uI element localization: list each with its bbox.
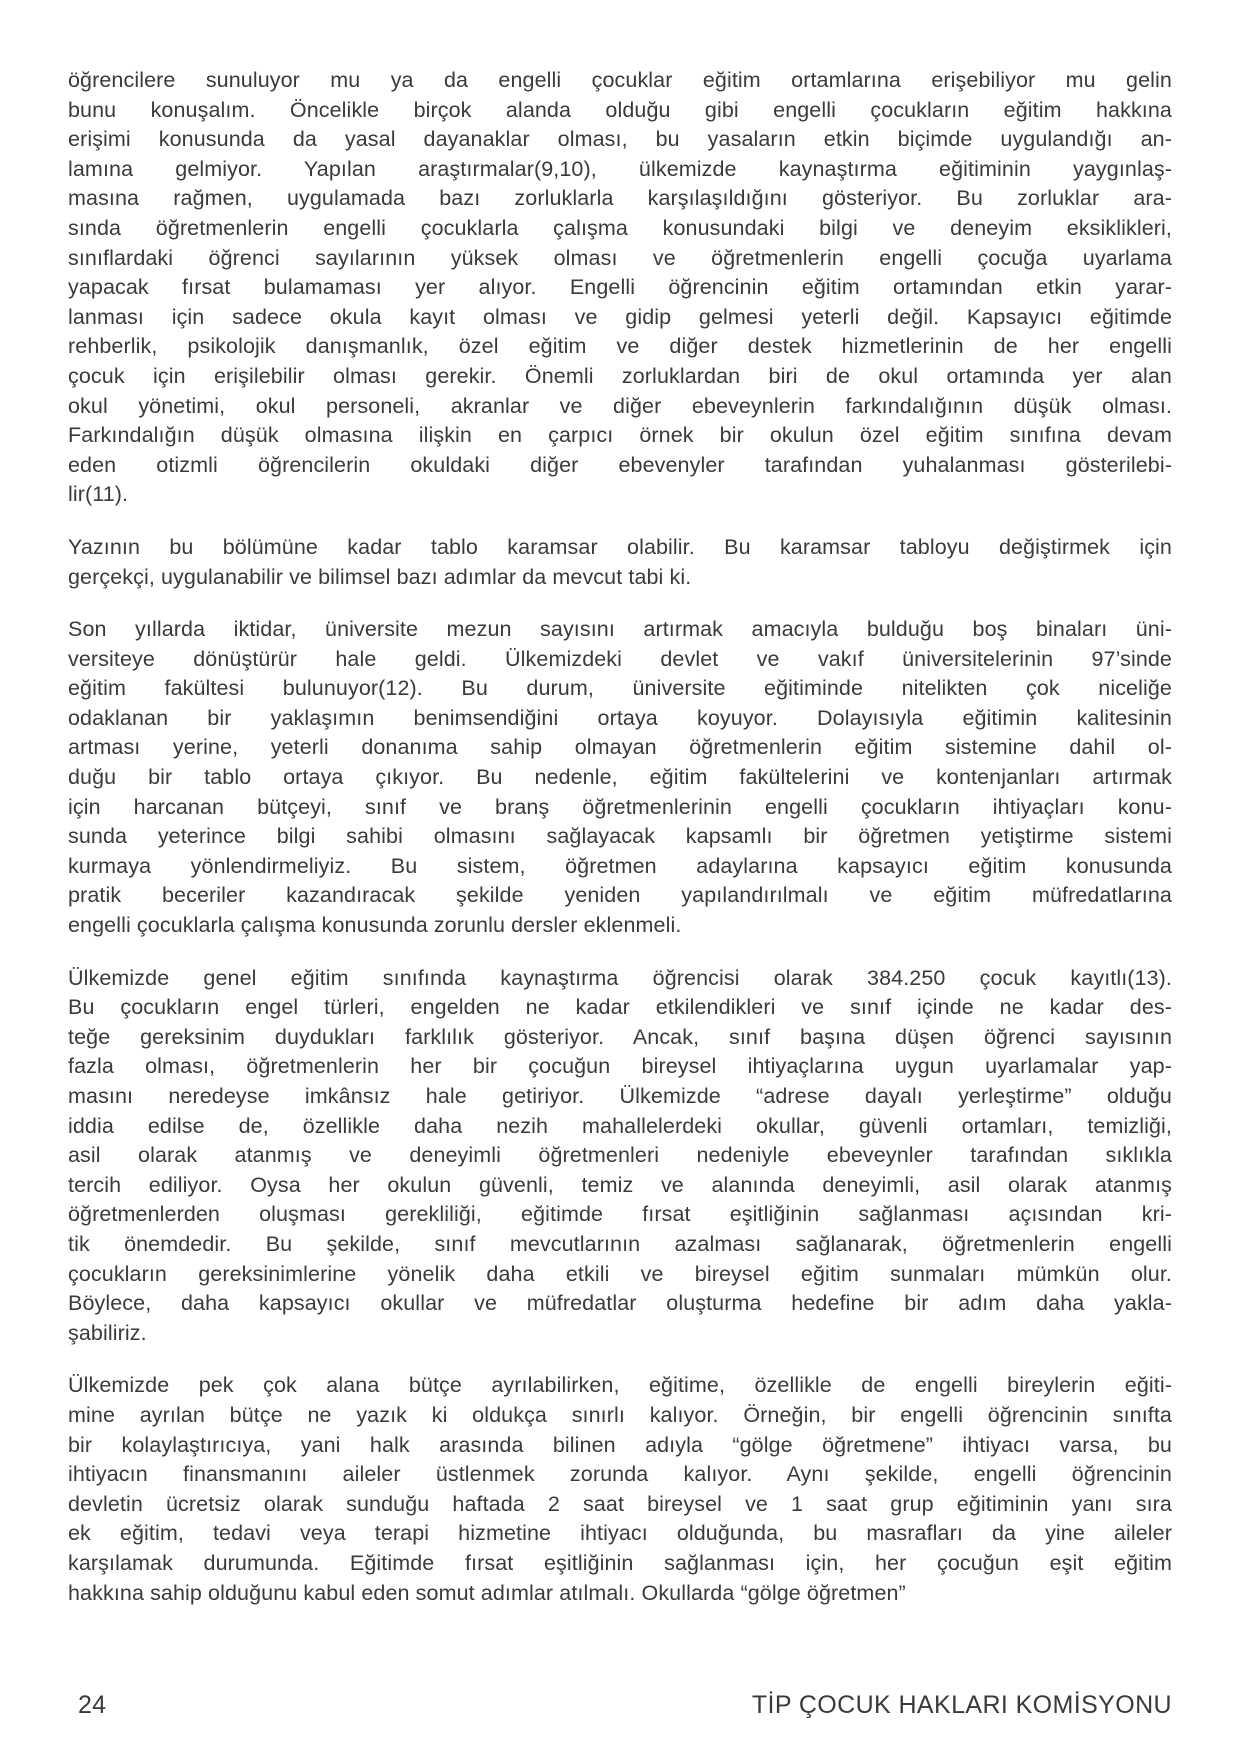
text-line: öğrencilere sunuluyor mu ya da engelli çocuklar eğitim ortamlarına erişebiliyor mu gelin bbox=[68, 68, 1172, 92]
text-line: hakkına sahip olduğunu kabul eden somut adımlar atılmalı. Okullarda “gölge öğretmen” bbox=[68, 1580, 906, 1605]
text-line: rehberlik, psikolojik danışmanlık, özel eğitim ve diğer destek hizmetlerinin de her engelli bbox=[68, 334, 1172, 359]
text-line: bir kolaylaştırıcıya, yani halk arasında bilinen adıyla “gölge öğretmene” ihtiyacı varsa, bu bbox=[68, 1432, 1172, 1457]
text-line: mine ayrılan bütçe ne yazık ki oldukça sınırlı kalıyor. Örneğin, bir engelli öğrencinin sınıfta bbox=[68, 1402, 1172, 1427]
body-text bbox=[68, 66, 1172, 1608]
text-line: kurmaya yönlendirmeliyiz. Bu sistem, öğretmen adaylarına kapsayıcı eğitim konusunda bbox=[68, 853, 1172, 878]
text-line: eğitim fakültesi bulunuyor(12). Bu durum, üniversite eğitiminde nitelikten çok niceliğe bbox=[68, 676, 1172, 701]
text-line: sunda yeterince bilgi sahibi olmasını sağlayacak kapsamlı bir öğretmen yetiştirme sistemi bbox=[68, 824, 1172, 849]
text-line: öğretmenlerden oluşması gerekliliği, eğitimde fırsat eşitliğinin sağlanması açısından kri- bbox=[68, 1202, 1172, 1227]
text-line: Son yıllarda iktidar, üniversite mezun sayısını artırmak amacıyla bulduğu boş binaları üni- bbox=[68, 617, 1172, 642]
text-line: okul yönetimi, okul personeli, akranlar ve diğer ebeveynlerin farkındalığının düşük olması. bbox=[68, 393, 1172, 418]
text-line: çocukların gereksinimlerine yönelik daha etkili ve bireysel eğitim sunmaları mümkün olur. bbox=[68, 1261, 1172, 1286]
text-line: ek eğitim, tedavi veya terapi hizmetine ihtiyacı olduğunda, bu masrafları da yine aileler bbox=[68, 1521, 1172, 1546]
text-line: Farkındalığın düşük olmasına ilişkin en çarpıcı örnek bir okulun özel eğitim sınıfına devam bbox=[68, 423, 1172, 448]
text-line: engelli çocuklarla çalışma konusunda zorunlu dersler eklenmeli. bbox=[68, 913, 682, 938]
text-line: sında öğretmenlerin engelli çocuklarla çalışma konusundaki bilgi ve deneyim eksiklikleri, bbox=[68, 215, 1172, 240]
paragraph bbox=[68, 615, 1172, 941]
text-line: masına rağmen, uygulamada bazı zorluklarla karşılaşıldığını gösteriyor. Bu zorluklar ara- bbox=[68, 186, 1172, 211]
paragraph bbox=[68, 533, 1172, 592]
text-line: lamına gelmiyor. Yapılan araştırmalar(9,10), ülkemizde kaynaştırma eğitiminin yaygınlaş- bbox=[68, 156, 1172, 181]
text-line: karşılamak durumunda. Eğitimde fırsat eşitliğinin sağlanması için, her çocuğun eşit eğitim bbox=[68, 1550, 1172, 1575]
paragraph bbox=[68, 1371, 1172, 1608]
text-line: yapacak fırsat bulamaması yer alıyor. Engelli öğrencinin eğitim ortamından etkin yarar- bbox=[68, 275, 1172, 300]
text-line: bunu konuşalım. Öncelikle birçok alanda olduğu gibi engelli çocukların eğitim hakkına bbox=[68, 97, 1172, 122]
page-number: 24 bbox=[78, 1691, 107, 1719]
page-footer bbox=[78, 1692, 1172, 1718]
text-line: Bu çocukların engel türleri, engelden ne kadar etkilendikleri ve sınıf içinde ne kadar des- bbox=[68, 995, 1172, 1020]
text-line: lanması için sadece okula kayıt olması ve gidip gelmesi yeterli değil. Kapsayıcı eğitimde bbox=[68, 304, 1172, 329]
footer-committee-name: TİP ÇOCUK HAKLARI KOMİSYONU bbox=[751, 1691, 1172, 1719]
text-line: tik önemdedir. Bu şekilde, sınıf mevcutlarının azalması sağlanarak, öğretmenlerin engelli bbox=[68, 1231, 1172, 1256]
paragraph bbox=[68, 66, 1172, 510]
text-line: Ülkemizde pek çok alana bütçe ayrılabilirken, eğitime, özellikle de engelli bireylerin eğiti- bbox=[68, 1373, 1172, 1398]
text-line: iddia edilse de, özellikle daha nezih mahallelerdeki okullar, güvenli ortamları, temizliği, bbox=[68, 1113, 1172, 1138]
text-line: odaklanan bir yaklaşımın benimsendiğini ortaya koyuyor. Dolayısıyla eğitimin kalitesinin bbox=[68, 705, 1172, 730]
text-line: çocuk için erişilebilir olması gerekir. Önemli zorluklardan biri de okul ortamında yer alan bbox=[68, 363, 1172, 388]
text-line: lir(11). bbox=[68, 482, 129, 507]
text-line: fazla olması, öğretmenlerin her bir çocuğun bireysel ihtiyaçlarına uygun uyarlamalar yap- bbox=[68, 1054, 1172, 1079]
paragraph bbox=[68, 964, 1172, 1349]
text-line: şabiliriz. bbox=[68, 1320, 147, 1345]
text-line: versiteye dönüştürür hale geldi. Ülkemizdeki devlet ve vakıf üniversitelerinin 97’sinde bbox=[68, 646, 1172, 671]
text-line: asil olarak atanmış ve deneyimli öğretmenleri nedeniyle ebeveynler tarafından sıklıkla bbox=[68, 1143, 1172, 1168]
text-line: erişimi konusunda da yasal dayanaklar olması, bu yasaların etkin biçimde uygulandığı an- bbox=[68, 127, 1172, 152]
text-line: duğu bir tablo ortaya çıkıyor. Bu nedenle, eğitim fakültelerini ve kontenjanları artırmak bbox=[68, 765, 1172, 790]
text-line: eden otizmli öğrencilerin okuldaki diğer ebevenyler tarafından yuhalanması gösterilebi- bbox=[68, 452, 1172, 477]
text-line: Böylece, daha kapsayıcı okullar ve müfredatlar oluşturma hedefine bir adım daha yakla- bbox=[68, 1291, 1172, 1316]
text-line: pratik beceriler kazandıracak şekilde yeniden yapılandırılmalı ve eğitim müfredatlarına bbox=[68, 883, 1172, 908]
text-line: gerçekçi, uygulanabilir ve bilimsel bazı adımlar da mevcut tabi ki. bbox=[68, 564, 692, 589]
text-line: devletin ücretsiz olarak sunduğu haftada 2 saat bireysel ve 1 saat grup eğitiminin yanı sıra bbox=[68, 1491, 1172, 1516]
text-line: artması yerine, yeterli donanıma sahip olmayan öğretmenlerin eğitim sistemine dahil ol- bbox=[68, 735, 1172, 760]
text-line: ihtiyacın finansmanını aileler üstlenmek zorunda kalıyor. Aynı şekilde, engelli öğrencinin bbox=[68, 1462, 1172, 1487]
text-line: masını neredeyse imkânsız hale getiriyor. Ülkemizde “adrese dayalı yerleştirme” olduğu bbox=[68, 1084, 1172, 1108]
text-line: Yazının bu bölümüne kadar tablo karamsar olabilir. Bu karamsar tabloyu değiştirmek için bbox=[68, 534, 1172, 559]
text-line: sınıflardaki öğrenci sayılarının yüksek olması ve öğretmenlerin engelli çocuğa uyarlama bbox=[68, 245, 1172, 270]
text-line: teğe gereksinim duydukları farklılık gösteriyor. Ancak, sınıf başına düşen öğrenci sayısının bbox=[68, 1024, 1172, 1049]
text-line: tercih ediliyor. Oysa her okulun güvenli, temiz ve alanında deneyimli, asil olarak atanmış bbox=[68, 1172, 1172, 1197]
text-line: için harcanan bütçeyi, sınıf ve branş öğretmenlerinin engelli çocukların ihtiyaçları konu- bbox=[68, 794, 1172, 819]
text-line: Ülkemizde genel eğitim sınıfında kaynaştırma öğrencisi olarak 384.250 çocuk kayıtlı(13). bbox=[68, 965, 1172, 990]
